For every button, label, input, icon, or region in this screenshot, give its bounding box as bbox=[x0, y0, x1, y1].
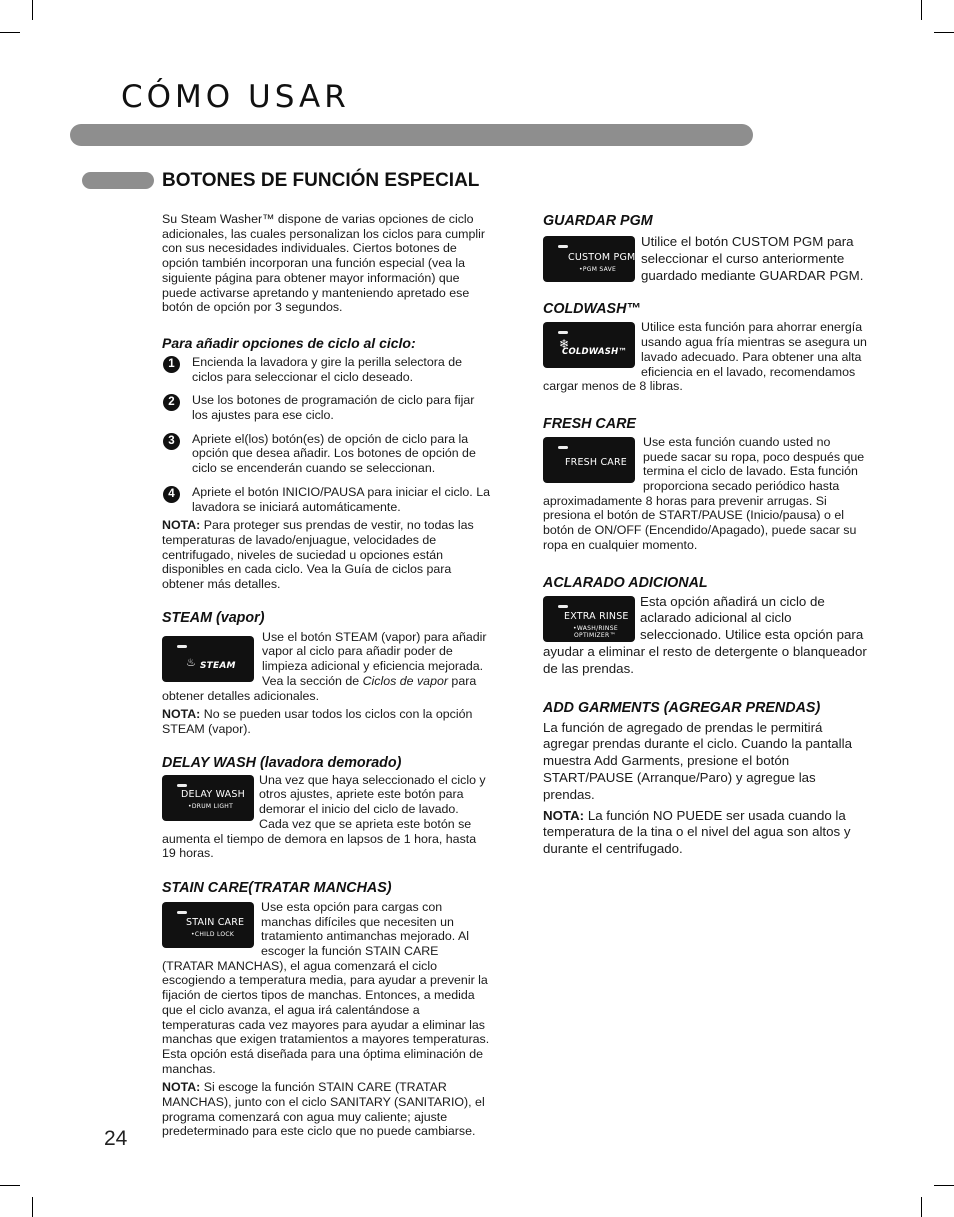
step-text: Apriete el botón INICIO/PAUSA para iniciar el ciclo. La lavadora se iniciará automáticamente. bbox=[192, 484, 490, 514]
led-indicator bbox=[177, 784, 187, 787]
step-text: Encienda la lavadora y gire la perilla selectora de ciclos para seleccionar el ciclo deseado. bbox=[192, 354, 462, 384]
delay-wash-heading-paren: (lavadora demorado) bbox=[256, 754, 402, 771]
extra-rinse-button[interactable] bbox=[543, 596, 635, 642]
extra-rinse-text: Esta opción añadirá un ciclo de aclarado adicional al ciclo seleccionado. Utilice esta opción para ayudar a eliminar el resto de detergente o blanqueador de las prendas. bbox=[543, 593, 867, 676]
delay-wash-block bbox=[162, 773, 490, 861]
step-number: 3 bbox=[163, 433, 180, 450]
extra-rinse-sublabel-1-text: WASH/RINSE bbox=[576, 624, 618, 632]
stain-care-button-sublabel: •CHILD LOCK bbox=[191, 930, 235, 938]
crop-mark bbox=[921, 0, 922, 20]
steam-heading-paren: (vapor) bbox=[212, 609, 265, 626]
coldwash-button-label: COLDWASH™ bbox=[562, 347, 628, 358]
right-column bbox=[543, 212, 868, 858]
delay-wash-button-sublabel: •DRUM LIGHT bbox=[188, 802, 234, 810]
led-indicator bbox=[558, 605, 568, 608]
extra-rinse-button-label: EXTRA RINSE bbox=[564, 610, 629, 622]
stain-care-text: Use esta opción para cargas con manchas difíciles que necesiten un tratamiento antimanchas mejorado. Al escoger la función STAIN CARE (TRATAR MANCHAS), el agua comenzará el ciclo escogiendo a temperatura media, para ayudar a prevenir la fijación de ciertos tipos de manchas. Entonces, a medida que el ciclo avanza, el agua irá calentándose a temperaturas cada vez mayores para ayudar a eliminar las manchas que exigen tratamientos a mayores temperaturas. Esta opción está diseñada para una óptima eliminación de manchas. bbox=[162, 899, 490, 1076]
steam-heading-text: STEAM bbox=[162, 609, 213, 626]
steam-text-a: Use el botón STEAM (vapor) para añadir vapor al ciclo para añadir poder de limpieza adicional y eficiencia mejorada. Vea la sección de bbox=[262, 629, 487, 688]
steam-text-b: para obtener detalles adicionales. bbox=[162, 673, 477, 703]
fresh-care-button-label: FRESH CARE bbox=[565, 456, 627, 468]
add-garments-note bbox=[543, 808, 868, 858]
custom-pgm-button-sublabel: •PGM SAVE bbox=[579, 266, 617, 273]
custom-pgm-button[interactable] bbox=[543, 236, 635, 282]
led-indicator bbox=[558, 446, 568, 449]
delay-wash-sublabel-text: DRUM LIGHT bbox=[191, 802, 234, 810]
crop-mark bbox=[921, 1197, 922, 1217]
coldwash-text: Utilice esta función para ahorrar energía usando agua fría mientras se asegura un lavado adecuado. Para obtener una alta eficiencia en el lavado, recomendamos cargar menos de 8 libras. bbox=[543, 320, 867, 394]
crop-mark bbox=[934, 1185, 954, 1186]
custom-pgm-block bbox=[543, 234, 868, 284]
delay-wash-heading-text: DELAY WASH bbox=[162, 754, 256, 771]
fresh-care-heading: FRESH CARE bbox=[543, 415, 636, 432]
steam-block bbox=[162, 630, 490, 737]
note-label: NOTA: bbox=[543, 807, 585, 823]
steam-button[interactable] bbox=[162, 636, 254, 682]
stain-care-block bbox=[162, 900, 490, 1139]
coldwash-heading: COLDWASH™ bbox=[543, 301, 641, 318]
snowflake-icon: ❄ bbox=[559, 337, 570, 352]
custom-pgm-button-label: CUSTOM PGM bbox=[568, 252, 636, 263]
stain-care-note bbox=[162, 1080, 490, 1139]
stain-care-heading: STAIN CARE(TRATAR MANCHAS) bbox=[162, 879, 392, 896]
extra-rinse-button-sublabel-1: •WASH/RINSE bbox=[573, 624, 618, 632]
led-indicator bbox=[177, 911, 187, 914]
extra-rinse-button-sublabel-2: OPTIMIZER™ bbox=[574, 631, 616, 639]
delay-wash-button[interactable] bbox=[162, 775, 254, 821]
step-text: Use los botones de programación de ciclo para fijar los ajustes para ese ciclo. bbox=[192, 393, 475, 423]
step-number: 1 bbox=[163, 356, 180, 373]
intro-text: Su Steam Washer™ dispone de varias opciones de ciclo adicionales, las cuales personalizan los ciclos para cumplir con sus necesidades individuales. Ciertos botones de opción también incorporan una función especial (vea la siguiente página para obtener mayor información) que puede activarse apretando y manteniendo apretado ese botón de opción por 3 segundos. bbox=[162, 212, 486, 315]
extra-rinse-block bbox=[543, 594, 868, 678]
note-label: NOTA: bbox=[162, 518, 201, 533]
steam-heading bbox=[162, 609, 490, 627]
coldwash-block bbox=[543, 320, 868, 394]
crop-mark bbox=[0, 1185, 20, 1186]
step-number: 4 bbox=[163, 486, 180, 503]
custom-pgm-text: Utilice el botón CUSTOM PGM para seleccionar el curso anteriormente guardado mediante GUARDAR PGM. bbox=[641, 234, 864, 283]
note-label: NOTA: bbox=[162, 1080, 201, 1095]
led-indicator bbox=[558, 245, 568, 248]
delay-wash-button-label: DELAY WASH bbox=[181, 788, 245, 800]
list-item bbox=[162, 432, 490, 476]
coldwash-button[interactable] bbox=[543, 322, 635, 368]
fresh-care-button[interactable] bbox=[543, 437, 635, 483]
note-text: Para proteger sus prendas de vestir, no todas las temperaturas de lavado/enjuague, velocidades de centrifugado, niveles de suciedad u opciones están disponibles en cada ciclo. Vea la Guía de ciclos para obtener más detalles. bbox=[162, 518, 474, 592]
note-label: NOTA: bbox=[162, 707, 201, 722]
fresh-care-text: Use esta función cuando usted no puede sacar su ropa, poco después que termina el ciclo de lavado. Esta función proporciona secado periódico hasta aproximadamente 8 horas para prevenir arrugas. Si presiona el botón de START/PAUSE (Inicio/pausa) o el botón de ON/OFF (Encendido/Apagado), puede sacar su ropa en cualquier momento. bbox=[543, 434, 865, 552]
steam-note bbox=[162, 707, 490, 736]
steam-button-label: STEAM bbox=[200, 660, 236, 671]
add-options-note bbox=[162, 518, 490, 592]
steam-text-italic: Ciclos de vapor bbox=[362, 673, 448, 688]
fresh-care-block bbox=[543, 435, 868, 553]
extra-rinse-heading: ACLARADO ADICIONAL bbox=[543, 574, 708, 591]
page-number: 24 bbox=[104, 1127, 128, 1150]
led-indicator bbox=[558, 331, 568, 334]
step-number: 2 bbox=[163, 394, 180, 411]
section-pill bbox=[82, 172, 154, 189]
crop-mark bbox=[32, 0, 33, 20]
step-text: Apriete el(los) botón(es) de opción de ciclo para la opción que desea añadir. Los botones de opción de ciclo se encenderán cuando se seleccionan. bbox=[192, 431, 476, 476]
note-text: Si escoge la función STAIN CARE (TRATAR MANCHAS), junto con el ciclo SANITARY (SANITARIO), el programa comenzará con agua muy caliente; ajuste predeterminado para este ciclo que no puede cambiarse. bbox=[162, 1080, 485, 1139]
add-garments-text: La función de agregado de prendas le permitirá agregar prendas durante el ciclo. Cuando la pantalla muestra Add Garments, presione el botón START/PAUSE (Arranque/Paro) y agregue las prendas. bbox=[543, 719, 852, 802]
delay-wash-heading bbox=[162, 754, 490, 772]
steps-list bbox=[162, 355, 490, 514]
steam-icon: ♨ bbox=[186, 656, 196, 669]
stain-care-button-label: STAIN CARE bbox=[186, 916, 245, 928]
list-item bbox=[162, 485, 490, 514]
led-indicator bbox=[177, 645, 187, 648]
crop-mark bbox=[32, 1197, 33, 1217]
left-column bbox=[162, 212, 490, 1139]
custom-pgm-sublabel-text: PGM SAVE bbox=[582, 266, 617, 273]
stain-care-sublabel-text: CHILD LOCK bbox=[194, 930, 235, 938]
page-title: CÓMO USAR bbox=[121, 79, 350, 115]
delay-wash-text: Una vez que haya seleccionado el ciclo y otros ajustes, apriete este botón para demorar el inicio del ciclo de lavado. Cada vez que se aprieta este botón se aumenta el tiempo de demora en lapsos de 1 hora, hasta 19 horas. bbox=[162, 772, 486, 861]
title-bar bbox=[70, 124, 753, 146]
custom-pgm-heading: GUARDAR PGM bbox=[543, 213, 653, 229]
crop-mark bbox=[934, 32, 954, 33]
add-options-heading: Para añadir opciones de ciclo al ciclo: bbox=[162, 334, 416, 351]
note-text: La función NO PUEDE ser usada cuando la temperatura de la tina o el nivel del agua son altos y durante el centrifugado. bbox=[543, 807, 851, 857]
note-text: No se pueden usar todos los ciclos con la opción STEAM (vapor). bbox=[162, 707, 473, 736]
stain-care-button[interactable] bbox=[162, 902, 254, 948]
add-garments-heading: ADD GARMENTS (AGREGAR PRENDAS) bbox=[543, 699, 821, 716]
list-item bbox=[162, 355, 490, 384]
add-garments-block bbox=[543, 720, 868, 858]
list-item bbox=[162, 393, 490, 422]
crop-mark bbox=[0, 32, 20, 33]
section-title: BOTONES DE FUNCIÓN ESPECIAL bbox=[162, 170, 480, 191]
